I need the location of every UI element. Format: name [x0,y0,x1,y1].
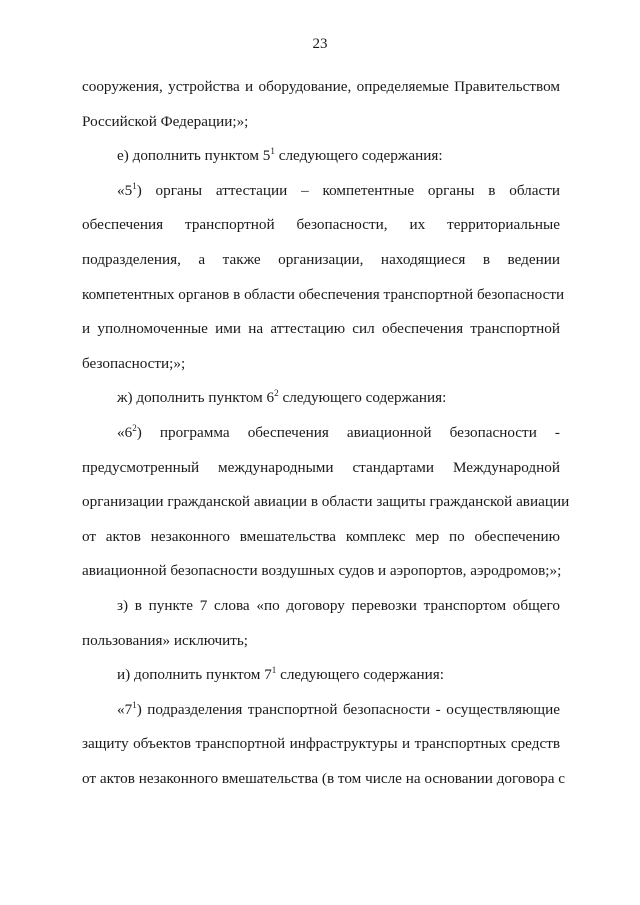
text-fragment: и) дополнить пунктом 7 [117,666,272,684]
text-line: организации гражданской авиации в области защиты гражданской авиации [82,493,570,511]
paragraph-7 [82,658,560,693]
superscript: 2 [274,388,279,399]
text-line: обеспечения транспортной безопасности, их территориальные [82,216,560,234]
text-line: Российской Федерации;»; [82,112,249,130]
page-number: 23 [312,36,328,52]
text-fragment: ж) дополнить пунктом 6 [117,389,275,407]
text-line: защиту объектов транспортной инфраструктуры и транспортных средств [82,735,560,753]
paragraph-2 [82,139,560,174]
text-fragment: следующего содержания: [274,147,443,165]
text-line [82,416,560,451]
superscript: 1 [270,146,275,157]
text-line: от актов незаконного вмешательства комплекс мер по обеспечению [82,527,560,545]
text-fragment: «6 [117,423,133,441]
text-fragment: следующего содержания: [276,666,444,684]
text-fragment: «5 [117,181,133,199]
text-line: предусмотренный международными стандартами Международной [82,458,560,476]
paragraph-8 [82,693,565,797]
text-line: сооружения, устройства и оборудование, определяемые Правительством [82,78,560,95]
text-line [82,693,560,728]
paragraph-6 [82,589,560,658]
superscript: 1 [132,180,137,191]
superscript: 1 [271,665,277,676]
text-line: компетентных органов в области обеспечения транспортной безопасности [82,285,565,303]
text-line: подразделения, а также организации, находящиеся в ведении [82,250,560,268]
superscript: 1 [132,699,137,710]
paragraph-1 [82,70,560,139]
text-fragment: е) дополнить пунктом 5 [117,147,271,165]
paragraph-4 [82,381,560,416]
text-fragment: ) программа обеспечения авиационной безопасности - [136,423,560,441]
text-fragment: «7 [117,700,133,718]
text-fragment: ) органы аттестации – компетентные органы в области [136,181,560,199]
text-line: з) в пункте 7 слова «по договору перевозки транспортом общего [117,596,560,614]
paragraph-5 [82,416,570,589]
text-line: и уполномоченные ими на аттестацию сил обеспечения транспортной [82,320,560,338]
text-line [82,174,560,209]
text-fragment: следующего содержания: [278,389,447,407]
text-line: от актов незаконного вмешательства (в том числе на основании договора с [82,769,565,787]
text-line: пользования» исключить; [82,631,249,649]
document-body [82,70,570,796]
text-line: безопасности;»; [82,354,186,372]
paragraph-3 [82,174,565,382]
text-line: авиационной безопасности воздушных судов и аэропортов, аэродромов;»; [82,562,562,580]
superscript: 2 [132,422,137,433]
text-fragment: ) подразделения транспортной безопасности - осуществляющие [136,700,560,718]
